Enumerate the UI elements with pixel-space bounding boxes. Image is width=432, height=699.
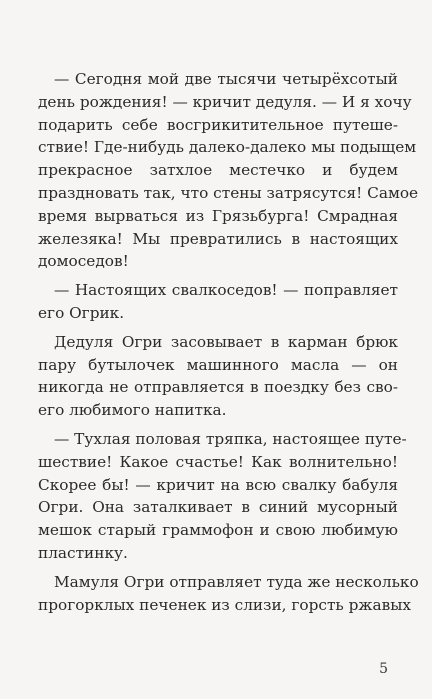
text-line: Мамуля Огри отправляет туда же несколько [54,572,419,591]
paragraph [38,68,419,273]
text-line: — Тухлая половая тряпка, настоящее путе- [54,429,407,448]
text-line: праздновать так, что стены затрясутся! Самое [38,183,419,202]
paragraph [38,428,407,565]
text-line: пару бутылочек машинного масла — он [38,355,398,374]
text-line: Скорее бы! — кричит на всю свалку бабуля [38,475,398,494]
text-line: Огри. Она заталкивает в синий мусорный [38,498,398,517]
text-line: подарить себе восгрикитительное путеше- [38,115,398,134]
text-line: Дедуля Огри засовывает в карман брюк [54,332,398,351]
paragraph [38,331,398,422]
page-number: 5 [379,661,388,677]
text-line: — Сегодня мой две тысячи четырёхсотый [54,70,398,88]
text-line: шествие! Какое счастье! Как волнительно! [38,452,398,471]
text-line: ствие! Где-нибудь далеко-далеко мы подыщем [38,138,417,157]
text-line: мешок старый граммофон и свою любимую [38,521,398,540]
text-line: никогда не отправляется в поездку без сво- [38,378,398,397]
paragraph [38,571,419,617]
text-line: домоседов! [38,252,129,271]
text-line: — Настоящих свалкоседов! — поправляет [54,281,398,300]
body-text [38,68,419,622]
text-line: день рождения! — кричит дедуля. — И я хочу [38,92,412,111]
text-line: время вырваться из Грязьбурга! Смрадная [38,206,398,225]
text-line: его любимого напитка. [38,401,227,420]
text-line: прекрасное затхлое местечко и будем [38,161,398,180]
text-line: его Огрик. [38,303,125,322]
paragraph [38,279,398,325]
text-line: железяка! Мы превратились в настоящих [38,229,398,248]
text-line: прогорклых печенек из слизи, горсть ржавых [38,595,412,614]
text-line: пластинку. [38,543,128,562]
